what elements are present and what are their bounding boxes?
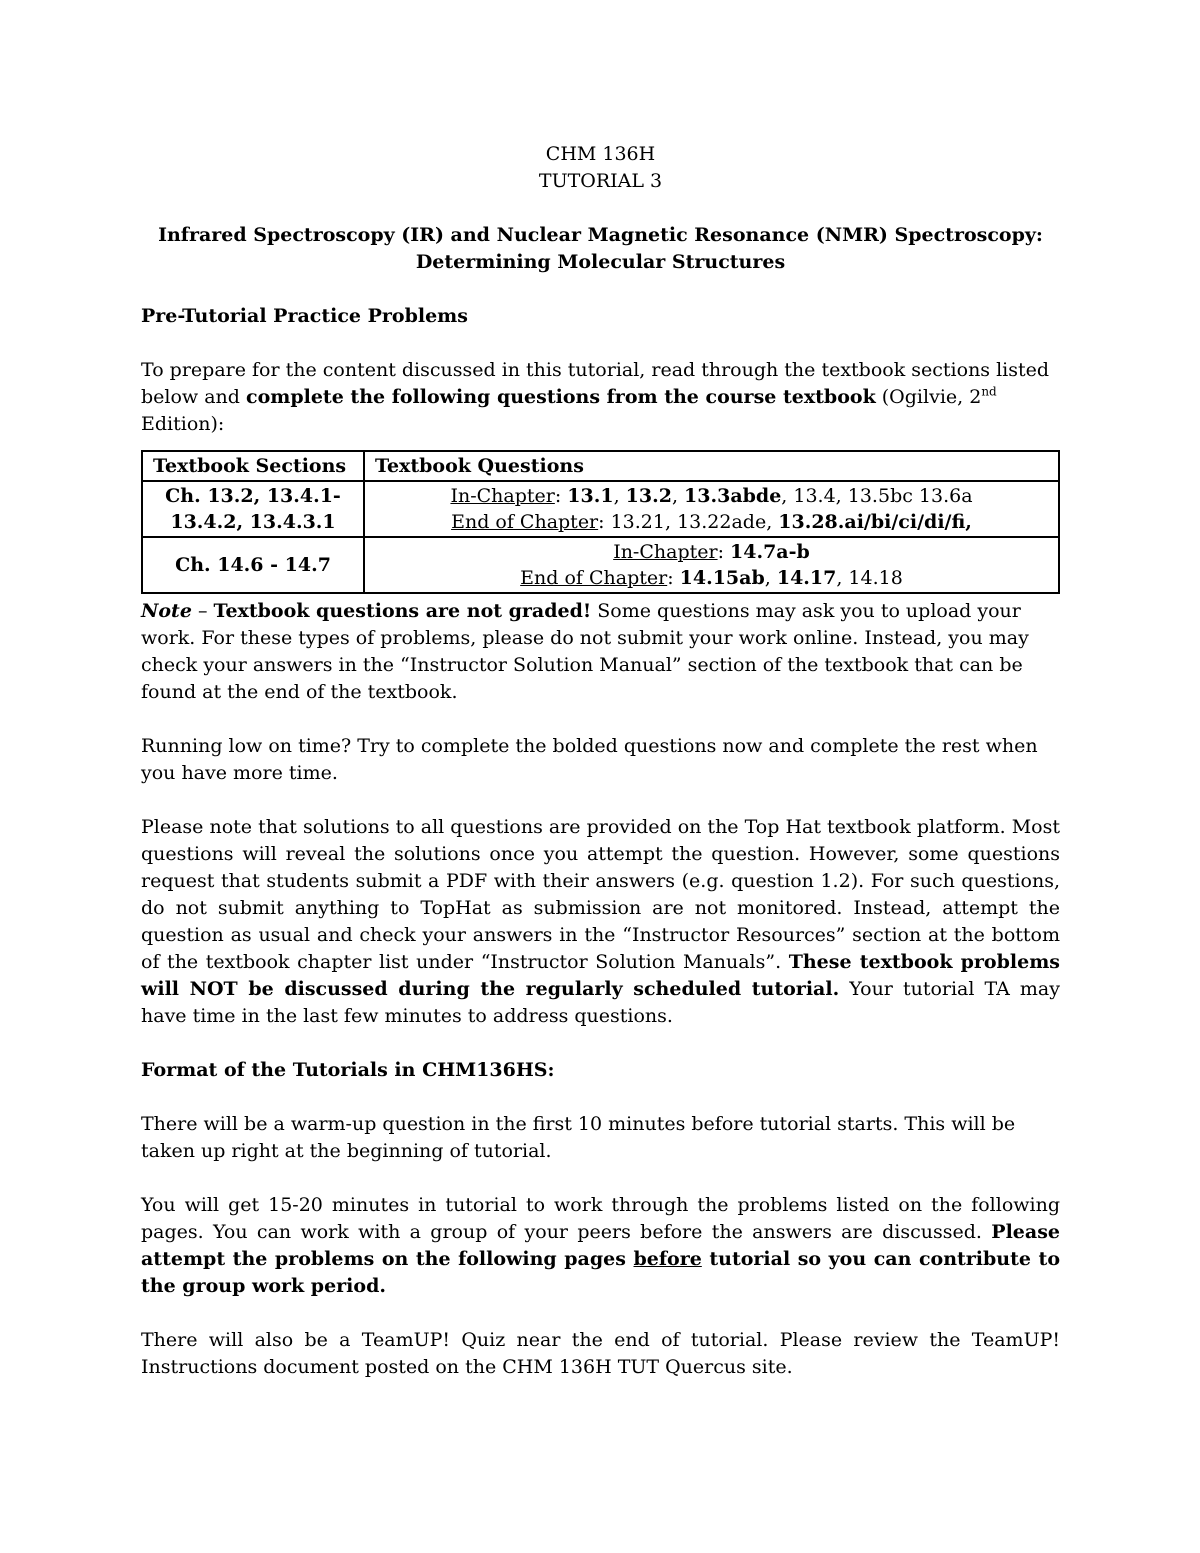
col-header-sections: Textbook Sections (142, 451, 364, 481)
course-code: CHM 136H (545, 143, 656, 165)
section-cell: Ch. 14.6 - 14.7 (142, 537, 364, 593)
textbook-table (141, 450, 1060, 594)
topic-title-line2: Determining Molecular Structures (415, 251, 786, 273)
solutions-paragraph: Please note that solutions to all questions are provided on the Top Hat textbook platform. Most questions will reveal the solutions once you attempt the question. However, some questions request that students submit a PDF with their answers (e.g. question 1.2). For such questions, do not submit anything to TopHat as submission are not monitored. Instead, attempt the question as usual and check your answers in the “Instructor Resources” section at the bottom of the textbook chapter list under “Instructor Solution Manuals”. These textbook problems will NOT be discussed during the regularly scheduled tutorial. Your tutorial TA may have time in the last few minutes to address questions. (141, 816, 1060, 1027)
table-header-row (142, 451, 1059, 481)
note-paragraph: Note – Textbook questions are not graded! Some questions may ask you to upload your work. For these types of problems, please do not submit your work online. Instead, you may check your answers in the “Instructor Solution Manual” section of the textbook that can be found at the end of the textbook. (141, 600, 1029, 703)
format-heading: Format of the Tutorials in CHM136HS: (141, 1059, 555, 1081)
table-row (142, 481, 1059, 537)
tutorial-number: TUTORIAL 3 (538, 170, 663, 192)
document-page (141, 141, 1060, 1381)
warmup-paragraph: There will be a warm-up question in the first 10 minutes before tutorial starts. This will be taken up right at the beginning of tutorial. (141, 1113, 1016, 1162)
group-work-paragraph: You will get 15-20 minutes in tutorial to work through the problems listed on the following pages. You can work with a group of your peers before the answers are discussed. Please attempt the problems on the following pages before tutorial so you can contribute to the group work period. (141, 1194, 1060, 1297)
table-row (142, 537, 1059, 593)
running-low-paragraph: Running low on time? Try to complete the bolded questions now and complete the rest when you have more time. (141, 735, 1038, 784)
teamup-quiz-paragraph: There will also be a TeamUP! Quiz near the end of tutorial. Please review the TeamUP! Instructions document posted on the CHM 136H TUT Quercus site. (141, 1329, 1060, 1378)
end-of-chapter-line: End of Chapter: 14.15ab, 14.17, 14.18 (520, 567, 903, 589)
pretutorial-intro: To prepare for the content discussed in this tutorial, read through the textbook sections listed below and complete the following questions from the course textbook (Ogilvie, 2nd Edition): (141, 359, 1050, 435)
questions-cell (364, 481, 1059, 537)
questions-cell (364, 537, 1059, 593)
pretutorial-heading: Pre-Tutorial Practice Problems (141, 305, 468, 327)
end-of-chapter-line: End of Chapter: 13.21, 13.22ade, 13.28.ai/bi/ci/di/fi, (451, 511, 972, 533)
in-chapter-line: In-Chapter: 13.1, 13.2, 13.3abde, 13.4, 13.5bc 13.6a (450, 485, 973, 507)
col-header-questions: Textbook Questions (364, 451, 1059, 481)
topic-title-line1: Infrared Spectroscopy (IR) and Nuclear Magnetic Resonance (NMR) Spectroscopy: (158, 224, 1043, 246)
in-chapter-line: In-Chapter: 14.7a-b (613, 541, 810, 563)
section-cell: Ch. 13.2, 13.4.1- 13.4.2, 13.4.3.1 (142, 481, 364, 537)
